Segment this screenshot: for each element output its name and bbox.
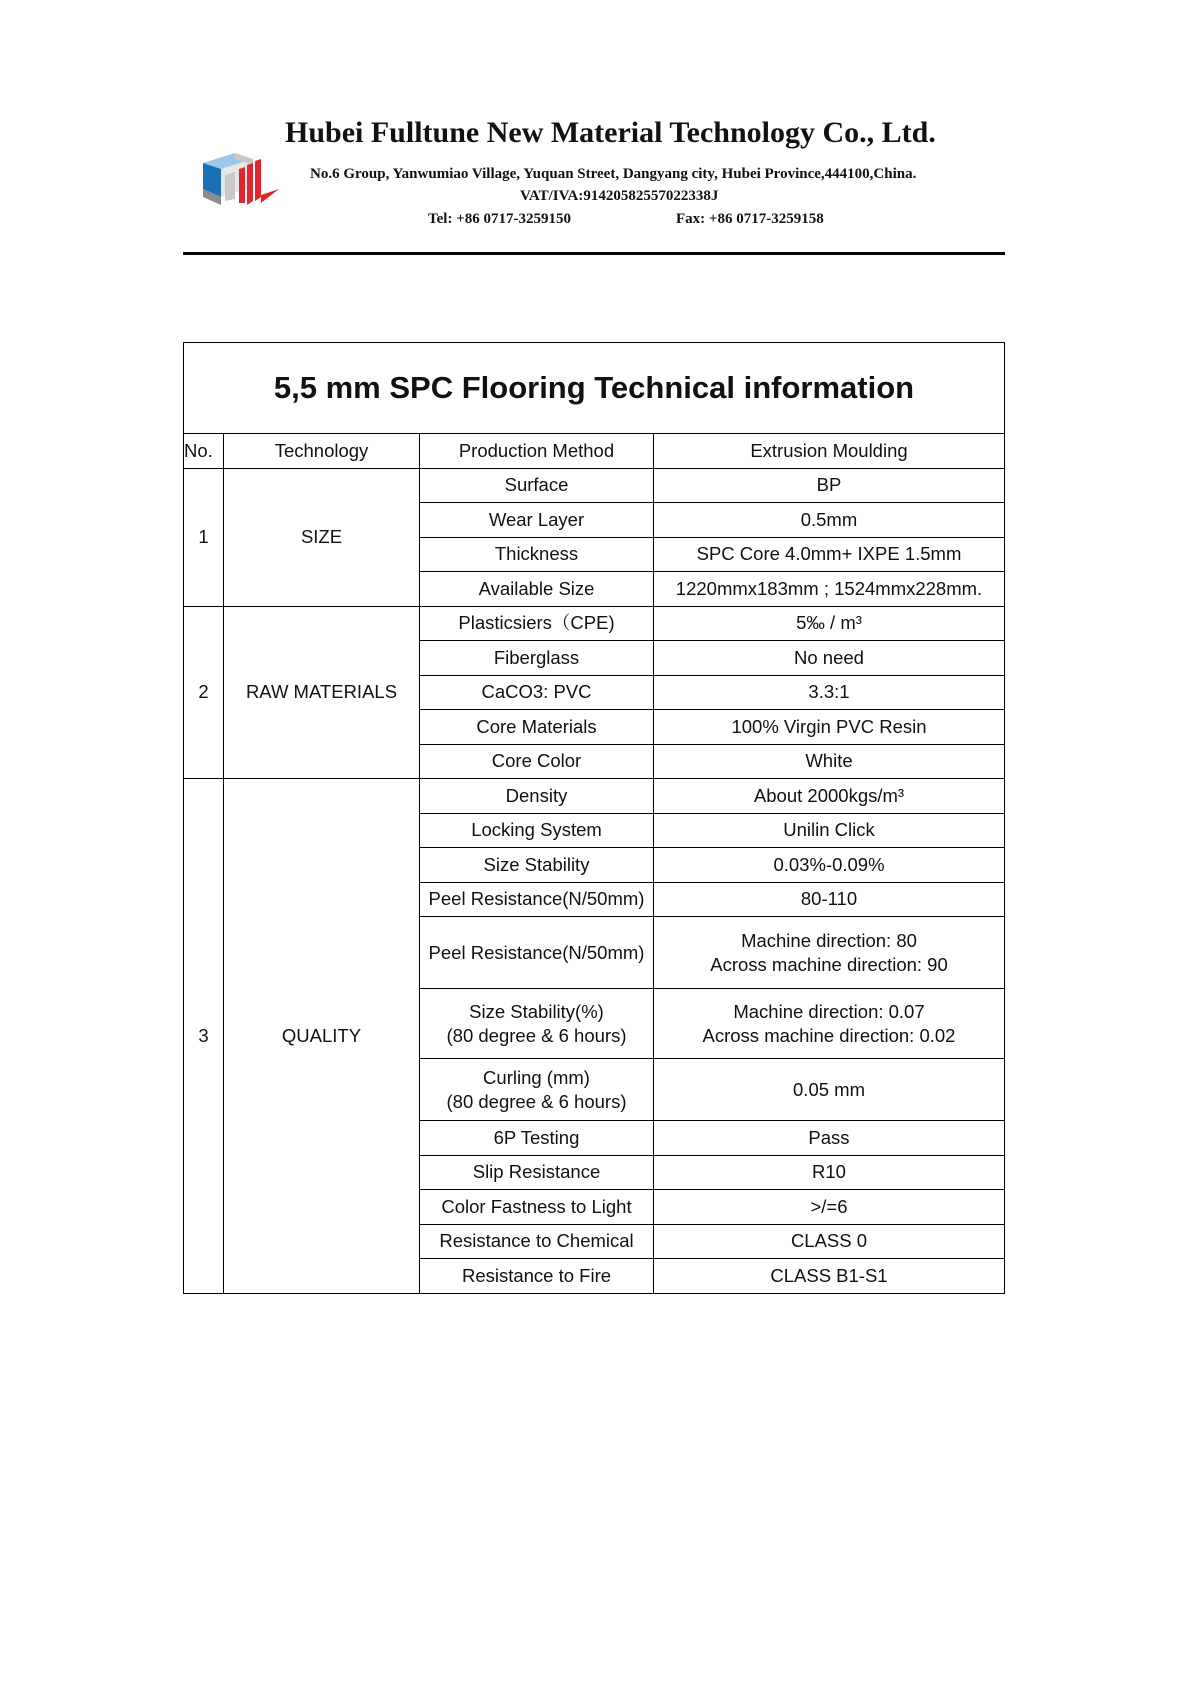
spec-value: [654, 1059, 1005, 1121]
table-title: 5,5 mm SPC Flooring Technical information: [184, 343, 1005, 434]
spec-value-text: Across machine direction: 90: [710, 953, 948, 975]
spec-value: [654, 675, 1005, 710]
telephone: Tel: +86 0717-3259150: [428, 211, 571, 227]
spec-value-text: >/=6: [810, 1195, 848, 1217]
table-header-row: [184, 434, 1005, 469]
spec-item-text: Locking System: [471, 819, 602, 841]
spec-item: [420, 1059, 654, 1121]
spec-value: [654, 848, 1005, 883]
table-row: [184, 606, 1005, 641]
spec-value: [654, 989, 1005, 1059]
spec-value-text: Machine direction: 80: [741, 929, 917, 951]
spec-value-text: CLASS B1-S1: [770, 1264, 888, 1286]
spec-item-text: Available Size: [478, 577, 595, 599]
group-number: 3: [184, 779, 224, 1294]
spec-item: [420, 744, 654, 779]
spec-item: [420, 848, 654, 883]
spec-value: [654, 813, 1005, 848]
spec-value: [654, 1259, 1005, 1294]
group-name: SIZE: [224, 468, 420, 606]
spec-item: [420, 606, 654, 641]
spec-value-text: 80-110: [800, 888, 858, 910]
spec-item-text: Plasticsiers（CPE): [458, 612, 615, 634]
spec-item: [420, 1155, 654, 1190]
spec-value: [654, 1190, 1005, 1225]
spec-value: [654, 468, 1005, 503]
spec-item-text: (80 degree & 6 hours): [446, 1090, 627, 1112]
group-name: QUALITY: [224, 779, 420, 1294]
spec-value-text: R10: [812, 1161, 846, 1183]
spec-item: [420, 917, 654, 989]
spec-value-text: Pass: [808, 1126, 850, 1148]
spec-item-text: Peel Resistance(N/50mm): [428, 888, 645, 910]
spec-item: [420, 1224, 654, 1259]
letterhead: [0, 0, 1191, 260]
spec-item-text: (80 degree & 6 hours): [446, 1024, 627, 1046]
spec-item: [420, 572, 654, 607]
header-no: No.: [184, 434, 224, 469]
letterhead-divider: [183, 252, 1005, 255]
spec-item-text: Color Fastness to Light: [441, 1195, 632, 1217]
spec-value-text: Machine direction: 0.07: [733, 1000, 925, 1022]
header-production-method: Production Method: [420, 434, 654, 469]
spec-item: [420, 882, 654, 917]
spec-value: [654, 744, 1005, 779]
spec-table: [183, 342, 1005, 1294]
spec-value: [654, 1121, 1005, 1156]
spec-item-text: Thickness: [494, 543, 579, 565]
spec-item-text: CaCO3: PVC: [481, 681, 592, 703]
vat-number: VAT/IVA:91420582557022338J: [520, 188, 719, 204]
spec-value-text: BP: [816, 474, 842, 496]
spec-value-text: 1220mmx183mm ; 1524mmx228mm.: [675, 577, 983, 599]
spec-item: [420, 710, 654, 745]
spec-item: [420, 813, 654, 848]
spec-value-text: 0.5mm: [800, 508, 858, 530]
fax: Fax: +86 0717-3259158: [676, 211, 824, 227]
spec-item-text: Density: [505, 784, 568, 806]
spec-value: [654, 641, 1005, 676]
spec-value: [654, 1155, 1005, 1190]
spec-item: [420, 1121, 654, 1156]
spec-item: [420, 675, 654, 710]
spec-item-text: Size Stability: [483, 853, 590, 875]
spec-value-text: CLASS 0: [790, 1230, 868, 1252]
spec-item-text: Fiberglass: [493, 646, 580, 668]
spec-item-text: Surface: [504, 474, 569, 496]
spec-item-text: Size Stability(%): [469, 1000, 604, 1022]
spec-item-text: Slip Resistance: [472, 1161, 601, 1183]
spec-value-text: 0.05 mm: [793, 1078, 865, 1100]
cube-logo-icon: [195, 145, 285, 210]
spec-item: [420, 503, 654, 538]
spec-value-text: Unilin Click: [783, 819, 875, 841]
spec-item-text: Core Color: [491, 750, 582, 772]
spec-item-text: 6P Testing: [493, 1126, 580, 1148]
spec-value-text: SPC Core 4.0mm+ IXPE 1.5mm: [696, 543, 962, 565]
spec-value: [654, 537, 1005, 572]
spec-value: [654, 1224, 1005, 1259]
table-row: [184, 779, 1005, 814]
group-number: 2: [184, 606, 224, 779]
group-name: RAW MATERIALS: [224, 606, 420, 779]
header-technology: Technology: [224, 434, 420, 469]
spec-value-text: 100% Virgin PVC Resin: [731, 715, 927, 737]
company-address: No.6 Group, Yanwumiao Village, Yuquan Street, Dangyang city, Hubei Province,444100,China.: [310, 166, 917, 182]
table-row: [184, 468, 1005, 503]
spec-value-text: White: [805, 750, 853, 772]
spec-item: [420, 1259, 654, 1294]
spec-item-text: Peel Resistance(N/50mm): [428, 941, 645, 963]
spec-value-text: About 2000kgs/m³: [753, 784, 905, 806]
spec-value-text: 0.03%-0.09%: [773, 853, 885, 875]
spec-item: [420, 989, 654, 1059]
spec-item-text: Resistance to Fire: [461, 1264, 612, 1286]
spec-item: [420, 641, 654, 676]
spec-value: [654, 503, 1005, 538]
spec-value: [654, 572, 1005, 607]
spec-value-text: 3.3:1: [808, 681, 850, 703]
spec-item-text: Resistance to Chemical: [439, 1230, 634, 1252]
company-name: Hubei Fulltune New Material Technology Co., Ltd.: [285, 116, 936, 149]
spec-item: [420, 468, 654, 503]
spec-value: [654, 882, 1005, 917]
spec-item-text: Curling (mm): [483, 1066, 590, 1088]
spec-value: [654, 917, 1005, 989]
spec-item: [420, 1190, 654, 1225]
spec-item: [420, 537, 654, 572]
spec-value-text: No need: [794, 646, 864, 668]
spec-value: [654, 606, 1005, 641]
spec-value-text: Across machine direction: 0.02: [702, 1024, 956, 1046]
spec-value: [654, 779, 1005, 814]
group-number: 1: [184, 468, 224, 606]
spec-item-text: Core Materials: [476, 715, 597, 737]
spec-value-text: 5‰ / m³: [796, 612, 862, 634]
spec-value: [654, 710, 1005, 745]
spec-item: [420, 779, 654, 814]
spec-item-text: Wear Layer: [488, 508, 585, 530]
header-production-value: Extrusion Moulding: [654, 434, 1005, 469]
